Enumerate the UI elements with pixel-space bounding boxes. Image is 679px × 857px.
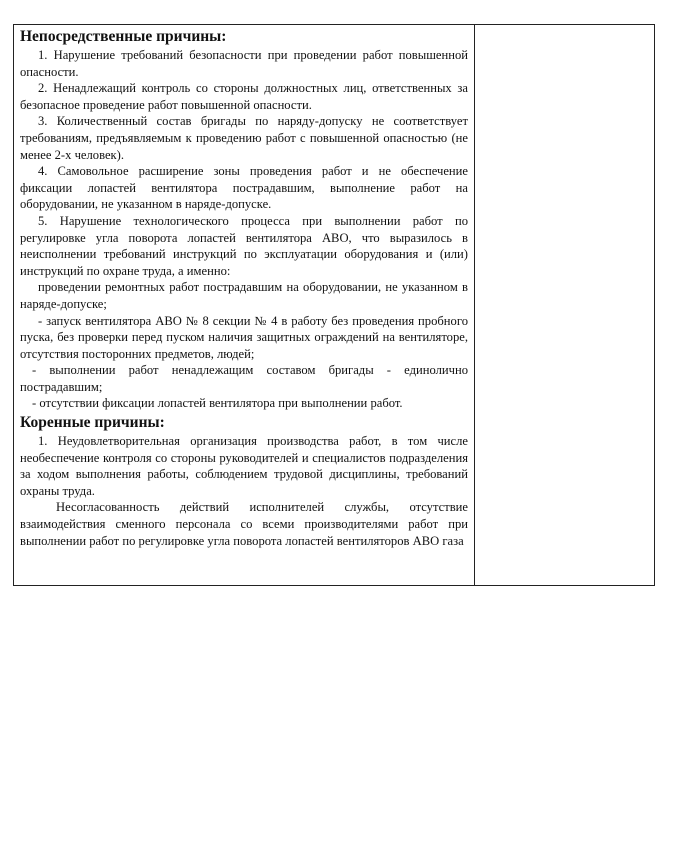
immediate-cause-5-detail-4: - отсутствии фиксации лопастей вентилятора при выполнении работ. bbox=[32, 396, 403, 411]
immediate-cause-5-detail-1: проведении ремонтных работ пострадавшим на оборудовании, не указанном в наряде-допуске; bbox=[20, 280, 468, 311]
immediate-cause-4: 4. Самовольное расширение зоны проведения работ и не обеспечение фиксации лопастей вентилятора пострадавшим, выполнение работ на оборудовании, не указанном в наряде-допуске. bbox=[20, 164, 468, 212]
immediate-cause-5-detail-3: - выполнении работ ненадлежащим составом бригады - единолично пострадавшим; bbox=[20, 363, 468, 394]
root-causes-heading: Коренные причины: bbox=[20, 414, 165, 432]
immediate-cause-1: 1. Нарушение требований безопасности при проведении работ повышенной опасности. bbox=[20, 48, 468, 79]
root-cause-1: 1. Неудовлетворительная организация производства работ, в том числе необеспечение контроля со стороны руководителей и специалистов подразделения за ходом выполнения работы, соблюдением трудовой дисциплины, требований охраны труда. bbox=[20, 434, 468, 498]
causes-cell bbox=[14, 25, 475, 585]
empty-cell bbox=[475, 25, 654, 585]
immediate-cause-5-detail-2: - запуск вентилятора АВО № 8 секции № 4 в работу без проведения пробного пуска, без проверки перед пуском наличия защитных ограждений на вентиляторе, отсутствия посторонних предметов, людей; bbox=[20, 313, 468, 361]
immediate-cause-2: 2. Ненадлежащий контроль со стороны должностных лиц, ответственных за безопасное проведение работ повышенной опасности. bbox=[20, 81, 468, 112]
causes-table bbox=[13, 24, 655, 586]
root-cause-2: Несогласованность действий исполнителей службы, отсутствие взаимодействия сменного персонала со всеми производителями работ при выполнении работ по регулировке угла поворота лопастей вентиляторов АВО газа bbox=[20, 500, 468, 548]
immediate-cause-5: 5. Нарушение технологического процесса при выполнении работ по регулировке угла поворота лопастей вентилятора АВО, что выразилось в неисполнении требований инструкций по эксплуатации оборудования и (или) инструкций по охране труда, а именно: bbox=[20, 213, 468, 278]
immediate-cause-3: 3. Количественный состав бригады по наряду-допуску не соответствует требованиям, предъявляемым к проведению работ с повышенной опасностью (не менее 2-х человек). bbox=[20, 114, 468, 162]
immediate-causes-heading: Непосредственные причины: bbox=[20, 28, 227, 45]
